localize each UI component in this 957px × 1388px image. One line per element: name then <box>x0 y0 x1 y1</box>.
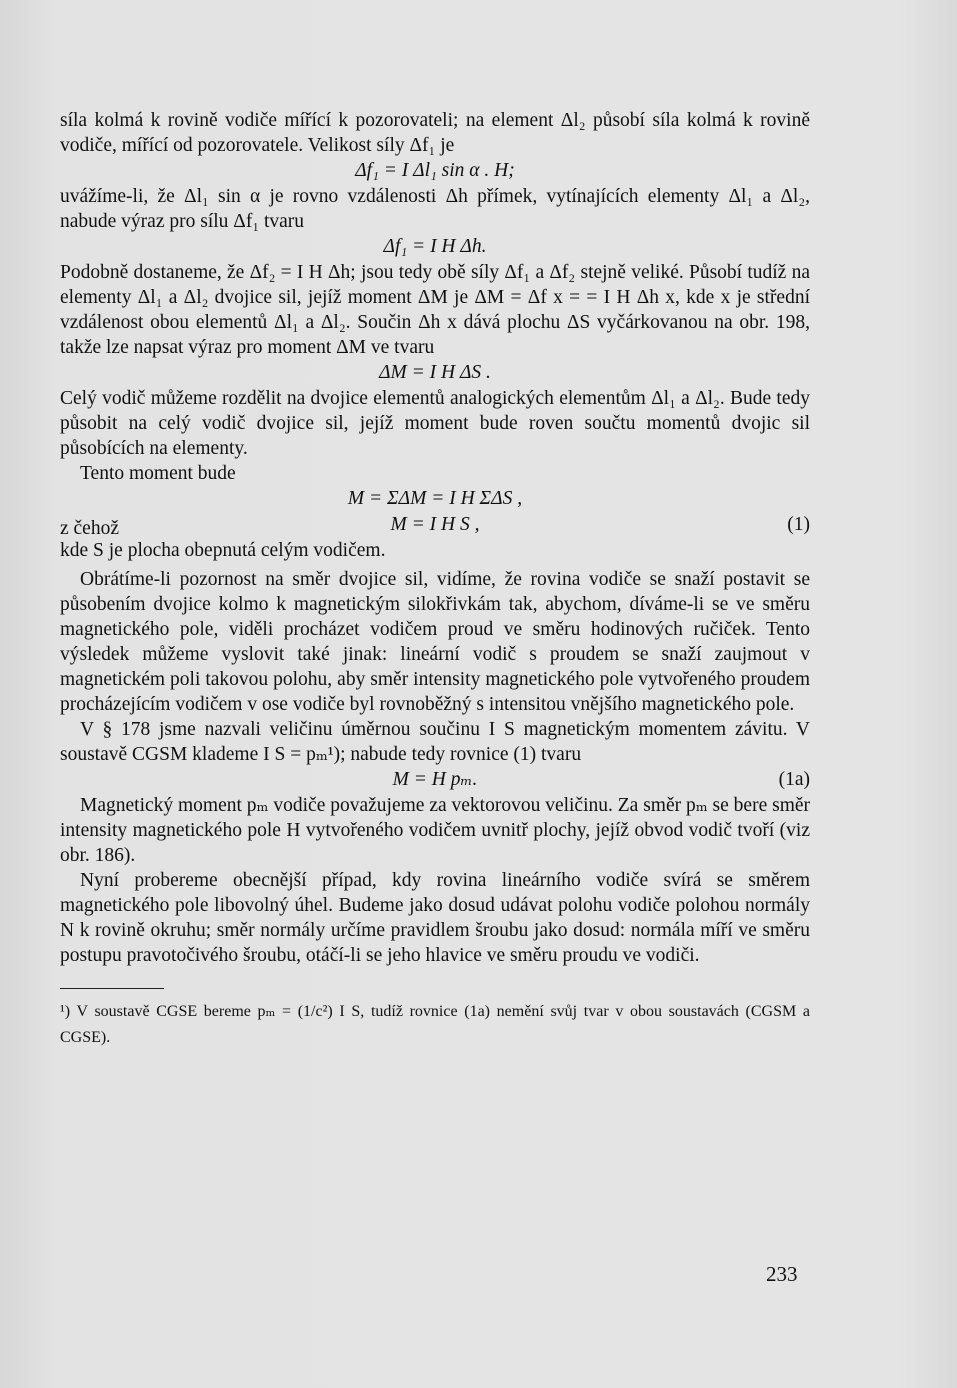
equation-text: ΔM = I H ΔS . <box>379 362 491 383</box>
equation-numbered <box>60 512 810 538</box>
paragraph: V § 178 jsme nazvali veličinu úměrnou součinu I S magnetickým momentem závitu. V soustavě CGSM klademe I S = pₘ¹); nabude tedy rovnice (1) tvaru <box>60 719 810 765</box>
equation-text: Δf₁ = I H Δh. <box>383 236 487 257</box>
equation <box>60 234 810 260</box>
equation-number: (1a) <box>778 769 810 790</box>
equation-number: (1) <box>787 514 810 535</box>
equation-text: M = H pₘ. <box>392 769 478 790</box>
equation-numbered <box>60 767 810 793</box>
equation <box>60 486 810 512</box>
paragraph: Podobně dostaneme, že Δf₂ = I H Δh; jsou tedy obě síly Δf₁ a Δf₂ stejně veliké. Působí tudíž na elementy Δl₁ a Δl₂ dvojice sil, jejíž moment ΔM je ΔM = Δf x = = I H Δh x, kde x je střední vzdálenost obou elementů Δl₁ a Δl₂. Součin Δh x dává plochu ΔS vyčárkovanou na obr. 198, takže lze napsat výraz pro moment ΔM ve tvaru <box>60 262 810 358</box>
paragraph: Tento moment bude <box>80 463 236 484</box>
equation-text: Δf₁ = I Δl₁ sin α . H; <box>355 160 515 181</box>
paragraph: uvážíme-li, že Δl₁ sin α je rovno vzdálenosti Δh přímek, vytínajících elementy Δl₁ a Δl₂, nabude výraz pro sílu Δf₁ tvaru <box>60 186 810 232</box>
paragraph: kde S je plocha obepnutá celým vodičem. <box>60 540 386 561</box>
paragraph: Nyní probereme obecnější případ, kdy rovina lineárního vodiče svírá se směrem magnetického pole libovolný úhel. Budeme jako dosud udávat polohu vodiče polohou normály N k rovině okruhu; směr normály určíme pravidlem šroubu jako dosud: normála míří ve směru postupu pravotočivého šroubu, otáčí-li se jeho hlavice ve směru proudu ve vodiči. <box>60 870 810 966</box>
equation-text: M = ΣΔM = I H ΣΔS , <box>347 488 523 509</box>
page-content <box>60 108 810 1051</box>
paragraph: síla kolmá k rovině vodiče mířící k pozorovateli; na element Δl₂ působí síla kolmá k rovině vodiče, mířící od pozorovatele. Velikost síly Δf₁ je <box>60 110 810 156</box>
footnote: ¹) V soustavě CGSE bereme pₘ = (1/c²) I S, tudíž rovnice (1a) nemění svůj tvar v obou soustavách (CGSM a CGSE). <box>60 1003 810 1046</box>
paragraph: Magnetický moment pₘ vodiče považujeme za vektorovou veličinu. Za směr pₘ se bere směr intensity magnetického pole H vytvořeného vodičem uvnitř plochy, jejíž obvod vodič tvoří (viz obr. 186). <box>60 795 811 866</box>
equation <box>60 158 810 184</box>
equation-text: M = I H S , <box>390 514 480 535</box>
equation <box>60 360 810 386</box>
page-number: 233 <box>766 1262 798 1286</box>
equation-lead-text: z čehož <box>60 518 119 539</box>
paragraph: Obrátíme-li pozornost na směr dvojice sil, vidíme, že rovina vodiče se snaží postavit se působením dvojice kolmo k magnetickým silokřivkám tak, abychom, díváme-li se ve směru magnetického pole, viděli procházet vodičem proud ve směru hodinových ručiček. Tento výsledek můžeme vyslovit také jinak: lineární vodič s proudem se snaží zaujmout v magnetickém poli takovou polohu, aby směr intensity magnetického pole vytvořeného proudem procházejícím vodičem v ose vodiče byl rovnoběžný s intensitou vnějšího magnetického pole. <box>60 569 810 715</box>
paragraph: Celý vodič můžeme rozdělit na dvojice elementů analogických elementům Δl₁ a Δl₂. Bude tedy působit na celý vodič dvojice sil, jejíž moment bude roven součtu momentů dvojic sil působících na elementy. <box>60 388 810 459</box>
footnote-separator <box>60 988 164 989</box>
